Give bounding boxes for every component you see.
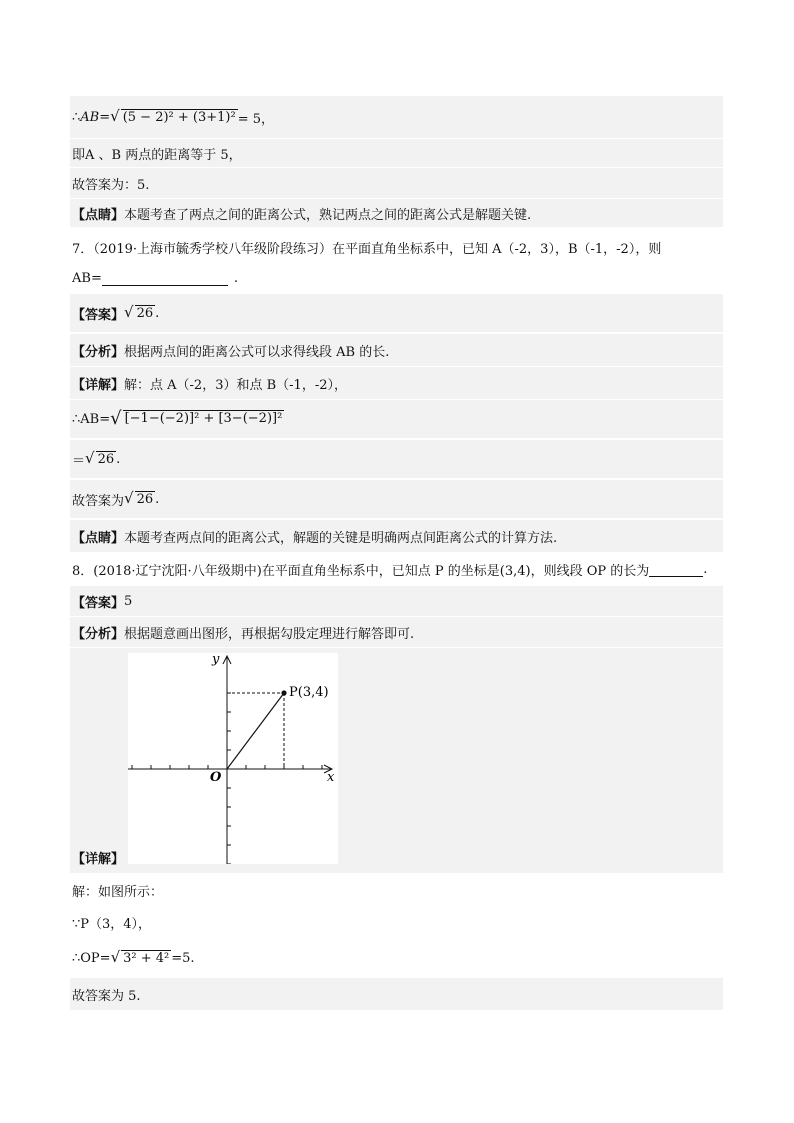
final-prefix: 故答案为 <box>72 493 125 509</box>
q7-answer-sqrt <box>124 302 155 322</box>
q7-calc <box>70 400 723 438</box>
q7-detail <box>70 367 723 399</box>
q8-answer-blank <box>649 562 703 577</box>
op-prefix: ∴OP= <box>72 950 111 966</box>
q7-ab-suffix: . <box>233 270 238 286</box>
q8-final: 故答案为 5. <box>70 978 723 1010</box>
q7-remark <box>70 520 723 552</box>
q7-answer-blank <box>102 271 228 286</box>
point-p-label: P(3,4) <box>289 685 329 700</box>
final-tail: . <box>155 491 160 507</box>
sqrt-icon: √ <box>85 448 95 467</box>
formula-result: = 5， <box>237 111 275 127</box>
analysis-text: 根据两点间的距离公式可以求得线段 AB 的长. <box>124 344 390 360</box>
sqrt-radicand: 3² + 4² <box>123 950 170 966</box>
result-prefix: ＝ <box>72 453 86 469</box>
q8-stem-tail: . <box>703 561 708 577</box>
remark-label: 【点睛】 <box>72 207 125 223</box>
remark-text: 本题考查两点间的距离公式，解题的关键是明确两点间距离公式的计算方法. <box>124 530 558 546</box>
sqrt-radicand: 26 <box>136 305 154 321</box>
equals-sign: = <box>99 109 111 125</box>
q8-stem-text: 8．(2018·辽宁沈阳·八年级期中)在平面直角坐标系中，已知点 P 的坐标是(3,4)，则线段 OP 的长为 <box>72 563 650 579</box>
q7-analysis <box>70 334 723 366</box>
q8-solve: 解：如图所示： <box>72 884 164 900</box>
q8-answer <box>70 586 723 616</box>
sqrt-radicand: 26 <box>136 491 154 507</box>
q7-final-sqrt <box>124 488 155 508</box>
coordinate-figure <box>128 653 338 864</box>
sqrt-radicand: 26 <box>97 451 115 467</box>
segment-op <box>227 693 284 769</box>
remark-line <box>70 199 723 227</box>
answer-line: 故答案为：5. <box>70 168 723 198</box>
q8-op-calc <box>70 940 723 976</box>
answer-tail: . <box>155 305 160 321</box>
analysis-label: 【分析】 <box>72 626 125 642</box>
y-axis-label: y <box>212 653 220 667</box>
q8-op-sqrt <box>110 947 172 967</box>
answer-text: 5 <box>124 593 133 609</box>
calc-prefix: ∴AB= <box>72 411 111 427</box>
origin-label: O <box>210 770 222 785</box>
q8-because: ∵P（3，4）， <box>72 916 152 932</box>
axis-ticks <box>132 693 338 864</box>
x-axis-label: x <box>327 770 335 785</box>
therefore-symbol: ∴ <box>72 109 81 125</box>
q8-analysis <box>70 617 723 647</box>
result-tail: . <box>116 451 121 467</box>
detail-text: 解：点 A（-2，3）和点 B（-1，-2）， <box>124 377 347 393</box>
sqrt-icon: √ <box>110 947 121 966</box>
remark-label: 【点睛】 <box>72 530 125 546</box>
point-p <box>281 690 286 695</box>
remark-text: 本题考查了两点之间的距离公式，熟记两点之间的距离公式是解题关键. <box>124 207 532 223</box>
sqrt-radicand: (5 − 2)² + (3+1)² <box>122 109 236 125</box>
sqrt-icon: √ <box>110 408 122 429</box>
detail-label: 【详解】 <box>72 852 125 867</box>
q7-calc-sqrt <box>110 410 284 428</box>
op-tail: =5. <box>171 950 195 966</box>
q7-answer <box>70 294 723 332</box>
q7-result-sqrt <box>85 448 116 468</box>
q7-ab-prefix: AB= <box>72 270 102 286</box>
detail-label: 【详解】 <box>72 377 125 393</box>
q8-stem <box>70 554 723 584</box>
analysis-text: 根据题意画出图形，再根据勾股定理进行解答即可. <box>124 626 415 642</box>
sqrt-expression <box>110 106 238 126</box>
q7-result <box>70 440 723 478</box>
q7-final <box>70 480 723 518</box>
answer-label: 【答案】 <box>72 595 125 611</box>
sqrt-radicand: [−1−(−2)]² + [3−(−2)]² <box>124 411 283 426</box>
sqrt-icon: √ <box>124 302 134 321</box>
sqrt-icon: √ <box>124 488 134 507</box>
formula-line <box>70 96 723 138</box>
q7-stem: 7．（2019·上海市毓秀学校八年级阶段练习）在平面直角坐标系中，已知 A（-2，3），B（-1，-2），则 <box>72 241 662 257</box>
answer-label: 【答案】 <box>72 307 125 323</box>
sqrt-icon: √ <box>110 106 120 125</box>
ab-var: AB <box>80 109 100 125</box>
q7-blank-line <box>70 264 723 292</box>
text-line: 即A 、B 两点的距离等于 5， <box>70 139 723 167</box>
analysis-label: 【分析】 <box>72 344 125 360</box>
